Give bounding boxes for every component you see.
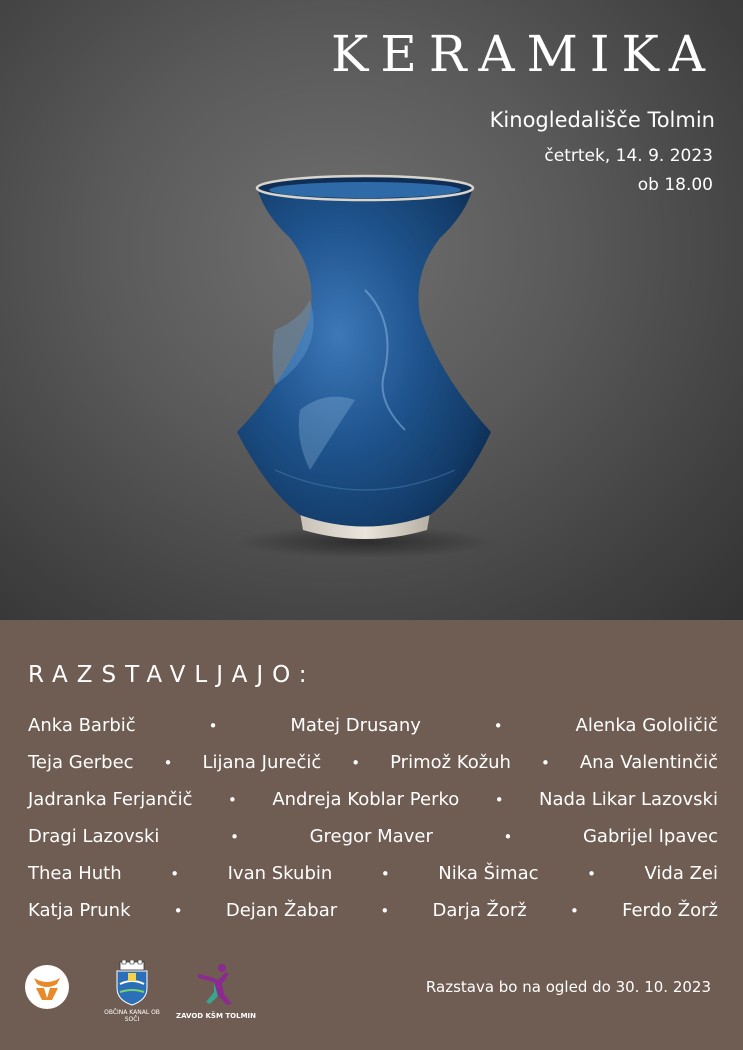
separator-bullet: • [228,791,237,809]
separator-bullet: • [170,865,180,883]
separator-bullet: • [351,754,361,772]
artist-name: Dejan Žabar [225,900,338,921]
artist-name: Vida Zei [644,863,718,884]
artist-name: Andreja Koblar Perko [272,789,460,810]
artist-name: Gabrijel Ipavec [582,826,718,847]
exhibitors-heading: RAZSTAVLJAJO: [28,662,316,688]
separator-bullet: • [493,717,503,735]
separator-bullet: • [173,902,183,920]
artist-line [28,752,718,789]
exhibitors-panel [0,620,743,1050]
artist-name: Gregor Maver [309,826,433,847]
artist-name: Nika Šimac [438,863,539,884]
artist-name: Primož Kožuh [390,752,511,773]
separator-bullet: • [208,717,218,735]
separator-bullet: • [569,902,579,920]
sponsor-logos [24,960,284,1040]
artist-line [28,789,718,826]
separator-bullet: • [587,865,596,883]
separator-bullet: • [503,828,513,846]
artist-name: Anka Barbič [28,715,136,736]
artist-name: Matej Drusany [290,715,421,736]
separator-bullet: • [494,791,504,809]
separator-bullet: • [380,865,390,883]
artist-name: Nada Likar Lazovski [539,789,718,810]
artist-line [28,715,718,752]
artist-name: Jadranka Ferjančič [28,789,193,810]
artist-name: Katja Prunk [28,900,131,921]
artist-line [28,863,718,900]
poster-title: KERAMIKA [331,25,717,83]
artist-name: Alenka Gololičič [575,715,718,736]
artist-line [28,826,718,863]
venue-name: Kinogledališče Tolmin [489,108,715,132]
separator-bullet: • [230,828,239,846]
artist-list [28,715,718,937]
ksm-figure-logo-icon [196,962,236,1006]
ksm-caption: ZAVOD KŠM TOLMIN [176,1012,256,1020]
separator-bullet: • [163,754,173,772]
artist-name: Dragi Lazovski [28,826,160,847]
artist-name: Ivan Skubin [227,863,333,884]
artist-name: Thea Huth [28,863,122,884]
ceramic-vase-image [215,170,515,580]
artist-name: Teja Gerbec [28,752,134,773]
municipality-coat-of-arms-icon [114,960,150,1006]
event-date: četrtek, 14. 9. 2023 [544,146,713,166]
artist-line [28,900,718,937]
artist-name: Darja Žorž [432,900,527,921]
event-time: ob 18.00 [637,175,713,195]
artist-name: Ana Valentinčič [579,752,718,773]
artist-name: Lijana Jurečič [202,752,322,773]
separator-bullet: • [540,754,550,772]
organizer-logo-icon [24,964,70,1010]
municipality-caption: OBČINA KANAL OB SOČI [104,1009,160,1023]
exhibition-duration-note: Razstava bo na ogled do 30. 10. 2023 [425,978,711,996]
separator-bullet: • [380,902,390,920]
artist-name: Ferdo Žorž [622,900,718,921]
